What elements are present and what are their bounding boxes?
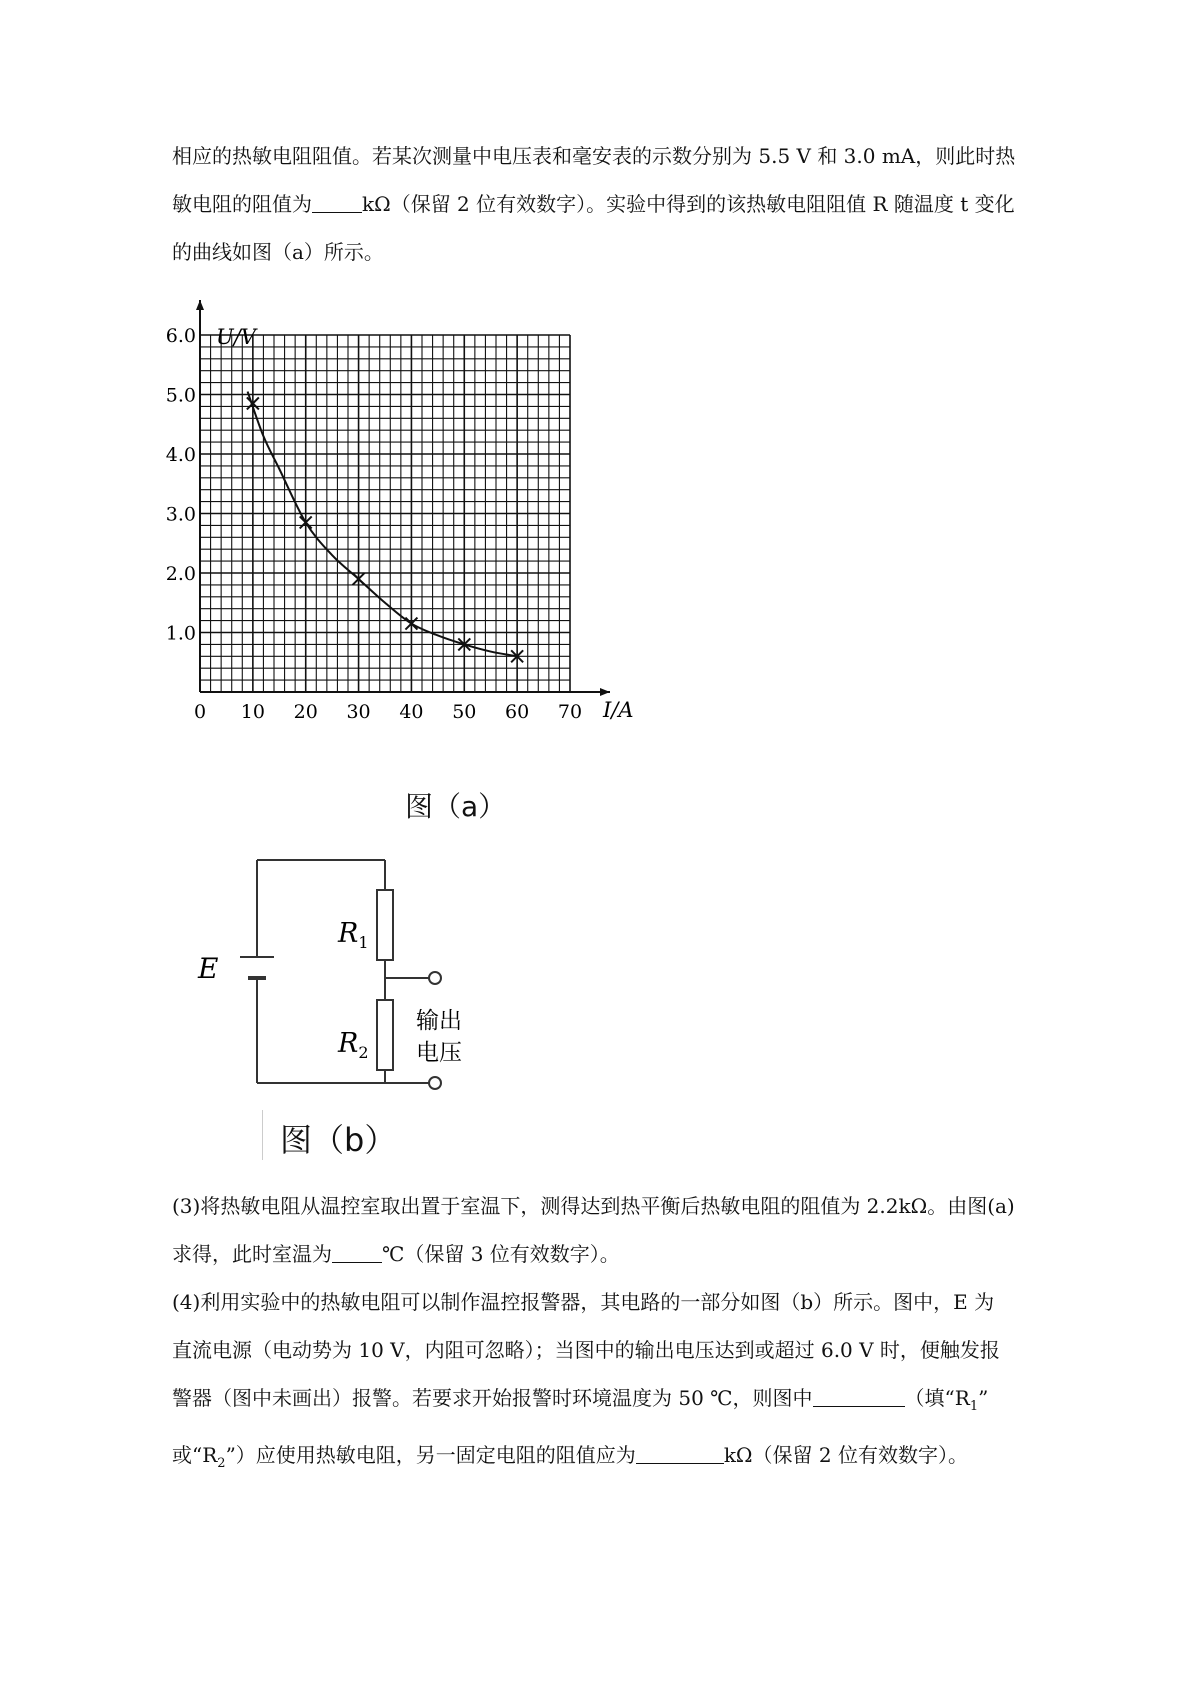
x-tick-label: 50: [452, 701, 477, 723]
terminal-bottom: [429, 1077, 441, 1089]
figure-a-chart: [165, 300, 670, 780]
q3-line-2a: 求得，此时室温为: [172, 1242, 332, 1266]
intro-line-2b: kΩ（保留 2 位有效数字）。实验中得到的该热敏电阻阻值 R 随温度 t 变化: [362, 192, 1015, 216]
q4-line-3: [172, 1374, 1044, 1431]
r1-label: $R_1$: [338, 918, 369, 952]
chart-markers: [247, 397, 523, 662]
q4-line-3b: （填“R: [904, 1386, 970, 1410]
intro-line-3: 的曲线如图（a）所示。: [172, 240, 384, 264]
q4-line-2: 直流电源（电动势为 10 V，内阻可忽略）；当图中的输出电压达到或超过 6.0 V 时，便触发报: [172, 1338, 1000, 1362]
answer-blank-resistance[interactable]: [312, 190, 362, 213]
x-tick-label: 0: [193, 701, 207, 723]
x-tick-label: 10: [240, 701, 265, 723]
terminal-top: [429, 972, 441, 984]
x-tick-label: 20: [293, 701, 318, 723]
source-label: E: [198, 952, 219, 985]
r2-label: $R_2$: [338, 1028, 369, 1062]
q4-r1-sub: 1: [969, 1399, 979, 1414]
y-tick-label: 6.0: [165, 325, 196, 347]
figure-b-caption: 图（b）: [280, 1121, 397, 1159]
resistor-r2: [377, 1000, 393, 1070]
y-tick-label: 2.0: [165, 563, 196, 585]
figure-b-circuit: [190, 850, 490, 1070]
q3-line-2: [172, 1230, 1044, 1278]
output-label-1: 输出: [416, 1008, 462, 1034]
chart-curve: [248, 392, 518, 657]
q3-line-2b: ℃（保留 3 位有效数字）。: [382, 1242, 620, 1266]
q4-line-1: (4)利用实验中的热敏电阻可以制作温控报警器，其电路的一部分如图（b）所示。图中，E 为: [172, 1290, 995, 1314]
q4-line-4a: 或“R: [172, 1443, 218, 1467]
chart-tick-labels: [166, 325, 582, 723]
intro-line-2: [172, 180, 1044, 228]
q4-line-4: [172, 1431, 1044, 1488]
answer-blank-which-resistor[interactable]: [813, 1384, 905, 1407]
question-3: [172, 1182, 1044, 1278]
y-tick-label: 3.0: [165, 503, 196, 526]
q4-r2-sub: 2: [217, 1456, 226, 1471]
q4-line-3a: 警器（图中未画出）报警。若要求开始报警时环境温度为 50 ℃，则图中: [172, 1386, 813, 1410]
question-4: [172, 1278, 1044, 1488]
x-tick-label: 30: [346, 701, 371, 723]
y-tick-label: 5.0: [165, 384, 196, 407]
y-axis-label: U/V: [216, 325, 256, 349]
y-axis-arrow: [196, 300, 204, 310]
output-label-2: 电压: [416, 1040, 462, 1066]
q4-line-4c: kΩ（保留 2 位有效数字）。: [723, 1443, 968, 1467]
q3-line-1: (3)将热敏电阻从温控室取出置于室温下，测得达到热平衡后热敏电阻的阻值为 2.2kΩ。由图(a): [172, 1194, 1015, 1218]
q4-line-4b: ”）应使用热敏电阻，另一固定电阻的阻值应为: [225, 1443, 636, 1467]
x-axis-arrow: [600, 688, 610, 696]
x-tick-label: 60: [505, 701, 530, 723]
answer-blank-room-temp[interactable]: [332, 1240, 382, 1263]
figure-b-caption-divider: [262, 1110, 263, 1160]
intro-paragraph: [172, 132, 1044, 276]
x-tick-label: 70: [557, 701, 583, 723]
chart-grid: [200, 335, 570, 692]
q4-line-3c: ”: [978, 1386, 989, 1410]
answer-blank-fixed-resistance[interactable]: [636, 1441, 724, 1464]
chart-axes: [196, 300, 610, 696]
intro-line-2a: 敏电阻的阻值为: [172, 192, 312, 216]
y-tick-label: 4.0: [165, 444, 196, 466]
figure-a-caption: 图（a）: [405, 790, 507, 823]
y-tick-label: 1.0: [165, 622, 196, 645]
x-axis-label: I/A: [603, 698, 634, 722]
x-tick-label: 40: [399, 701, 424, 723]
intro-line-1: 相应的热敏电阻阻值。若某次测量中电压表和毫安表的示数分别为 5.5 V 和 3.0 mA，则此时热: [172, 144, 1016, 168]
resistor-r1: [377, 890, 393, 960]
